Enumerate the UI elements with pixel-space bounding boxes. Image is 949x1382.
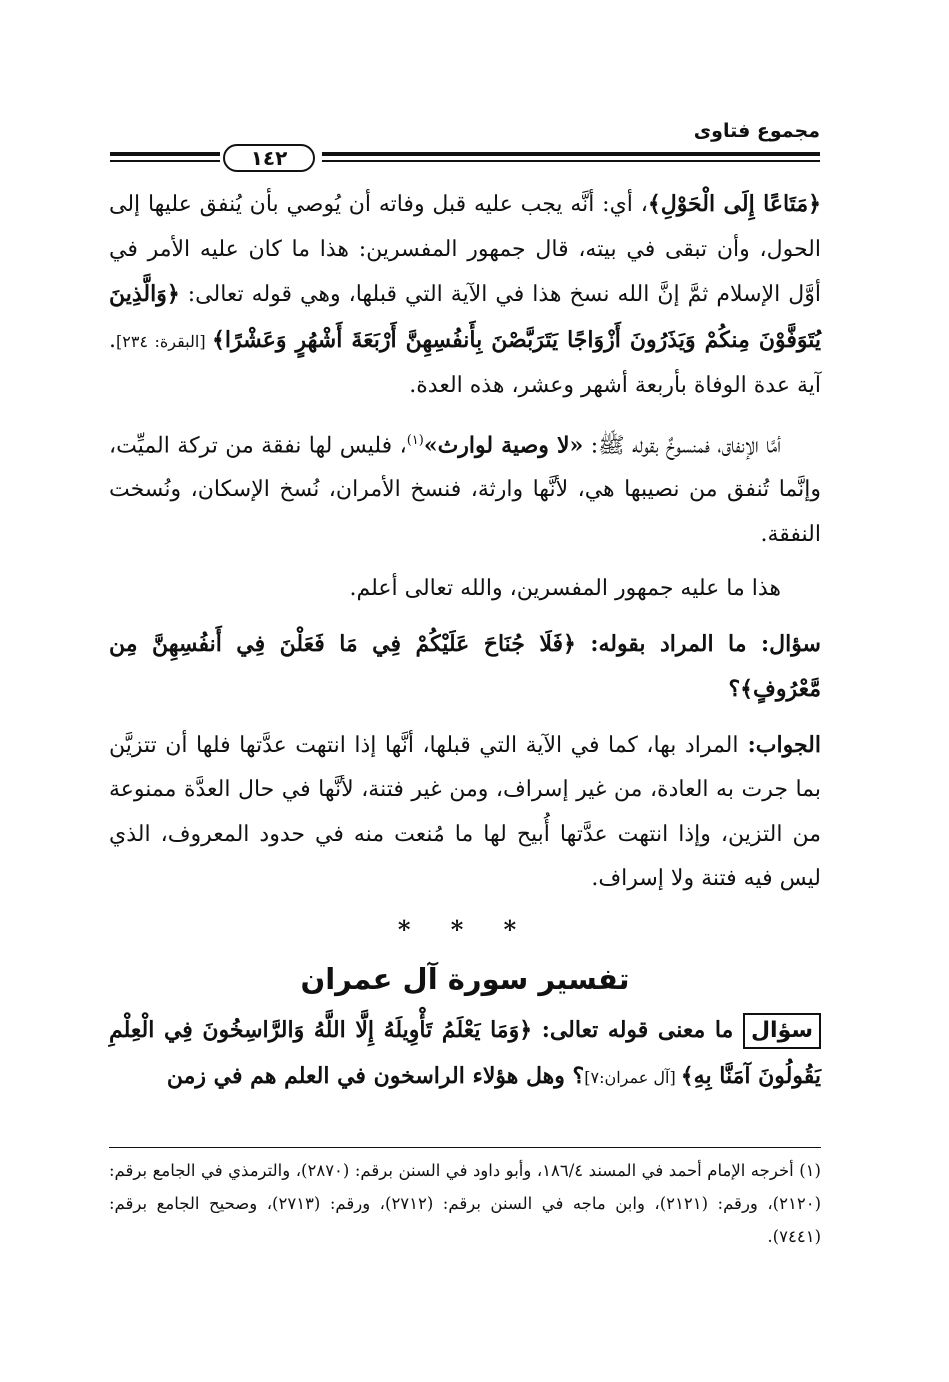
question-mark: ؟ [728,676,741,703]
paragraph-2 [109,419,821,558]
paragraph-3: هذا ما عليه جمهور المفسرين، والله تعالى أعلم. [349,576,781,602]
question-2-intro: ما معنى قوله تعالى: [532,1017,743,1044]
question-1-label: سؤال: ما المراد بقوله: [575,630,821,657]
question-1 [109,622,821,713]
quran-verse: ﴿مَتَاعًا إِلَى الْحَوْلِ﴾ [647,191,821,217]
text-run: . آية عدة الوفاة بأربعة أشهر وعشر، هذه العدة. [109,327,821,398]
quran-verse: ﴿وَالَّذِينَ يُتَوَفَّوْنَ مِنكُمْ وَيَذَرُونَ أَزْوَاجًا يَتَرَبَّصْنَ بِأَنفُسِهِنَّ أَرْبَعَةَ أَشْهُرٍ وَعَشْرًا﴾ [109,281,821,353]
paragraph-1 [109,182,821,409]
question-2 [109,1008,821,1100]
footnote-1: (١) أخرجه الإمام أحمد في المسند ١٨٦/٤، وأبو داود في السنن برقم: (٢٨٧٠)، والترمذي في الجامع برقم: (٢١٢٠)، ورقم: (٢١٢١)، وابن ماجه في السنن برقم: (٢٧١٢)، ورقم: (٢٧١٣)، وصحيح الجامع برقم: (٧٤٤١). [109,1161,822,1246]
paragraph-2-start: أمَّا الإنفاق، فمنسوخٌ بقوله ﷺ: [583,432,781,458]
hadith-quote: «لا وصية لوارث» [423,431,584,458]
footnote-divider [109,1147,821,1148]
quran-verse-q2: ﴿وَمَا يَعْلَمُ تَأْوِيلَهُ إِلَّا اللَّهُ وَالرَّاسِخُونَ فِي الْعِلْمِ يَقُولُونَ آمَنَّا بِهِ﴾ [109,1017,821,1089]
question-label-box: سؤال [743,1013,821,1049]
footnotes [109,1154,821,1253]
page-number: ١٤٢ [223,144,315,172]
answer-text: المراد بها، كما في الآية التي قبلها، أنَّها إذا انتهت عدَّتها فلها أن تتزيَّن بما جرت به العادة، من غير إسراف، ومن غير فتنة، لأنَّها في حال العدَّة ممنوعة من التزين، وإذا انتهت عدَّتها أُبيح لها ما مُنعت منه في حدود المعروف، الذي ليس فيه فتنة ولا إسراف. [109,732,821,892]
verse-reference: [آل عمران:٧] [584,1067,681,1087]
page-header [110,112,820,174]
question-2-rest: ؟ وهل هؤلاء الراسخون في العلم هم في زمن [166,1062,585,1089]
answer-label: الجواب: [738,731,821,758]
answer-1 [109,723,821,902]
section-title: تفسير سورة آل عمران [300,962,630,997]
verse-reference: [البقرة: ٢٣٤] [116,331,212,351]
paragraph-2-end: ، فليس لها نفقة من تركة الميِّت، وإنَّما تُنفق من نصيبها هي، لأنَّها وارثة، فنسخ الأمران، نُسخ الإسكان، ونُسخت النفقة. [109,432,821,547]
text-run: ، أي: أنَّه يجب عليه قبل وفاته أن يُوصي بأن يُنفق عليها إلى الحول، وأن تبقى في بيته، قال جمهور المفسرين: هذا ما كان عليه الأمر في أوَّل الإسلام ثمَّ إنَّ الله نسخ هذا في الآية التي قبلها، وهي قوله تعالى: [109,192,821,307]
header-rule-right [322,152,820,162]
footnote-ref: (١) [406,432,424,448]
book-title: مجموع فتاوى [693,120,820,142]
header-rule-left [110,152,220,162]
quran-verse-q1: ﴿فَلَا جُنَاحَ عَلَيْكُمْ فِي مَا فَعَلْنَ فِي أَنفُسِهِنَّ مِن مَّعْرُوفٍ﴾ [109,630,821,703]
main-text [109,182,821,1100]
section-separator: * * * [397,914,533,944]
